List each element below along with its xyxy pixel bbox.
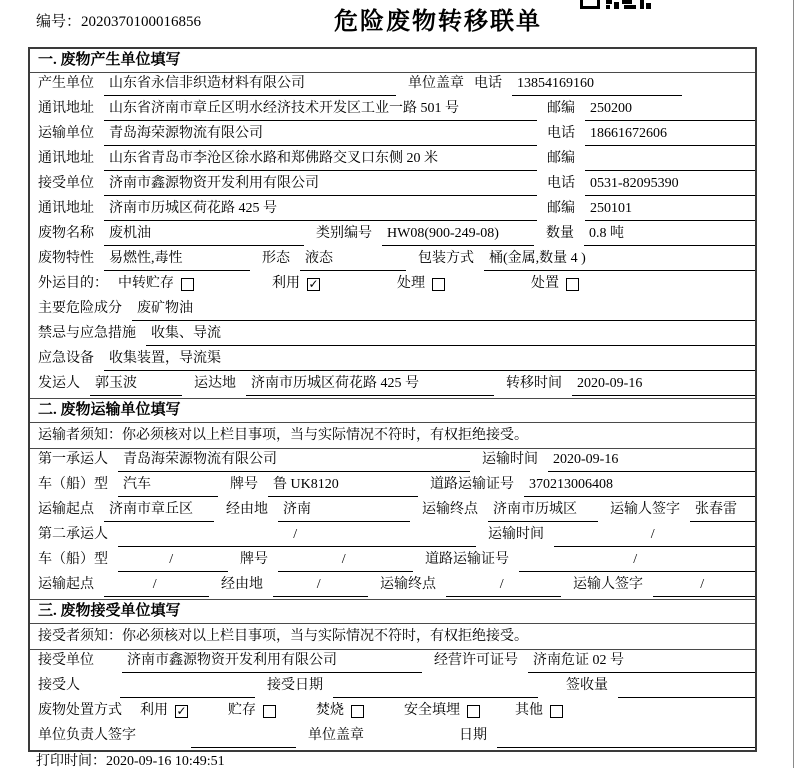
disposal-other-label: 其他 bbox=[515, 703, 543, 718]
section-producer-title: 一. 废物产生单位填写 bbox=[30, 49, 755, 73]
vehicle-type-2-label: 车（船）型 bbox=[38, 552, 108, 567]
page-title: 危险废物转移联单 bbox=[334, 9, 542, 35]
purpose-utilize-label: 利用 bbox=[272, 276, 300, 291]
transport-zip-value bbox=[585, 148, 755, 171]
disposal-incinerate-item bbox=[316, 700, 364, 722]
receiver-phone-value: 0531-82095390 bbox=[585, 173, 755, 196]
disposal-utilize-item bbox=[140, 700, 188, 722]
origin-2-label: 运输起点 bbox=[38, 577, 94, 592]
category-code-label: 类别编号 bbox=[316, 226, 372, 241]
purpose-transfer-storage-label: 中转贮存 bbox=[118, 276, 174, 291]
disposal-other-item bbox=[515, 700, 563, 722]
row-transport-address bbox=[30, 148, 755, 173]
disposal-utilize-label: 利用 bbox=[140, 703, 168, 718]
disposal-landfill-checkbox bbox=[467, 705, 480, 718]
waste-name-label: 废物名称 bbox=[38, 226, 94, 241]
row-responsible-signature bbox=[30, 725, 755, 750]
accept-person-label: 接受人 bbox=[38, 678, 80, 693]
accept-person-value bbox=[120, 675, 255, 698]
accept-date-label: 接受日期 bbox=[267, 678, 323, 693]
emergency-equipment-label: 应急设备 bbox=[38, 351, 94, 366]
transfer-time-value: 2020-09-16 bbox=[572, 373, 755, 396]
producer-zip-value: 250200 bbox=[585, 98, 755, 121]
transport-time-2-value: / bbox=[554, 524, 755, 547]
receiver-unit-value: 济南市鑫源物资开发利用有限公司 bbox=[104, 173, 537, 196]
row-waste-property bbox=[30, 248, 755, 273]
row-route-1 bbox=[30, 499, 755, 524]
receiver-address-label: 通讯地址 bbox=[38, 201, 94, 216]
row-producer-address bbox=[30, 98, 755, 123]
disposal-other-checkbox bbox=[550, 705, 563, 718]
transport-time-1-label: 运输时间 bbox=[482, 452, 538, 467]
license-number-label: 经营许可证号 bbox=[434, 653, 518, 668]
endpoint-2-value: / bbox=[446, 574, 561, 597]
consignor-label: 发运人 bbox=[38, 376, 80, 391]
destination-label: 运达地 bbox=[194, 376, 236, 391]
emergency-measures-value: 收集、导流 bbox=[146, 323, 755, 346]
origin-1-label: 运输起点 bbox=[38, 502, 94, 517]
carrier-signature-2-label: 运输人签字 bbox=[573, 577, 643, 592]
carrier-signature-1-label: 运输人签字 bbox=[610, 502, 680, 517]
section-transporter-title: 二. 废物运输单位填写 bbox=[30, 399, 755, 423]
disposal-storage-label: 贮存 bbox=[228, 703, 256, 718]
disposal-storage-checkbox bbox=[263, 705, 276, 718]
transporter-notice: 运输者须知：你必须核对以上栏目事项，当与实际情况不符时，有权拒绝接受。 bbox=[30, 423, 755, 449]
outbound-purpose-label: 外运目的： bbox=[38, 276, 108, 291]
section-receiver-title: 三. 废物接受单位填写 bbox=[30, 600, 755, 624]
producer-address-value: 山东省济南市章丘区明水经济技术开发区工业一路 501 号 bbox=[104, 98, 537, 121]
disposal-storage-item bbox=[228, 700, 276, 722]
consignor-value: 郭玉波 bbox=[90, 373, 182, 396]
responsible-signature-value bbox=[191, 725, 296, 748]
row-outbound-purpose bbox=[30, 273, 755, 298]
purpose-utilize-checkbox: ✓ bbox=[308, 276, 319, 291]
row-transport-unit bbox=[30, 123, 755, 148]
first-carrier-label: 第一承运人 bbox=[38, 452, 108, 467]
received-quantity-value bbox=[618, 675, 755, 698]
responsible-signature-label: 单位负责人签字 bbox=[38, 728, 136, 743]
purpose-transfer-storage-checkbox bbox=[181, 278, 194, 291]
waste-name-value: 废机油 bbox=[104, 223, 304, 246]
date-value bbox=[497, 725, 755, 748]
quantity-value: 0.8 吨 bbox=[584, 223, 755, 246]
road-permit-1-label: 道路运输证号 bbox=[430, 477, 514, 492]
plate-number-2-label: 牌号 bbox=[240, 552, 268, 567]
date-label: 日期 bbox=[459, 728, 487, 743]
transport-time-2-label: 运输时间 bbox=[488, 527, 544, 542]
packaging-value: 桶(金属,数量 4 ) bbox=[484, 248, 755, 271]
row-route-2 bbox=[30, 574, 755, 599]
producer-phone-label: 电话 bbox=[474, 76, 502, 91]
qr-code-fragment bbox=[580, 0, 652, 10]
disposal-incinerate-checkbox bbox=[351, 705, 364, 718]
section-receiver bbox=[30, 599, 755, 750]
transport-address-label: 通讯地址 bbox=[38, 151, 94, 166]
section-transporter bbox=[30, 398, 755, 599]
endpoint-1-value: 济南市历城区 bbox=[488, 499, 598, 522]
receiver-address-value: 济南市历城区荷花路 425 号 bbox=[104, 198, 537, 221]
receiver-unit-label: 接受单位 bbox=[38, 176, 94, 191]
receiver-zip-label: 邮编 bbox=[547, 201, 575, 216]
section-producer bbox=[30, 49, 755, 398]
unit-seal-label: 单位盖章 bbox=[408, 76, 464, 91]
via-1-value: 济南 bbox=[278, 499, 410, 522]
row-hazardous-components bbox=[30, 298, 755, 323]
waste-property-value: 易燃性,毒性 bbox=[104, 248, 250, 271]
road-permit-2-value: / bbox=[519, 549, 755, 572]
disposal-landfill-label: 安全填埋 bbox=[404, 703, 460, 718]
form-state-value: 液态 bbox=[300, 248, 406, 271]
row-accept-person bbox=[30, 675, 755, 700]
receiver-phone-label: 电话 bbox=[547, 176, 575, 191]
purpose-treat-item bbox=[397, 273, 445, 295]
vehicle-type-2-value: / bbox=[118, 549, 228, 572]
waste-property-label: 废物特性 bbox=[38, 251, 94, 266]
producer-unit-label: 产生单位 bbox=[38, 76, 94, 91]
producer-unit-value: 山东省永信非织造材料有限公司 bbox=[104, 73, 396, 96]
plate-number-1-label: 牌号 bbox=[230, 477, 258, 492]
second-carrier-label: 第二承运人 bbox=[38, 527, 108, 542]
origin-2-value: / bbox=[104, 574, 209, 597]
row-receiver-address bbox=[30, 198, 755, 223]
origin-1-value: 济南市章丘区 bbox=[104, 499, 214, 522]
row-emergency-measures bbox=[30, 323, 755, 348]
category-code-value: HW08(900-249-08) bbox=[382, 223, 534, 246]
accept-unit-value: 济南市鑫源物资开发利用有限公司 bbox=[122, 650, 422, 673]
received-quantity-label: 签收量 bbox=[566, 678, 608, 693]
via-2-value: / bbox=[273, 574, 368, 597]
row-waste-name bbox=[30, 223, 755, 248]
row-disposal-method bbox=[30, 700, 755, 725]
transport-unit-value: 青岛海荣源物流有限公司 bbox=[104, 123, 537, 146]
destination-value: 济南市历城区荷花路 425 号 bbox=[246, 373, 494, 396]
hazardous-components-label: 主要危险成分 bbox=[38, 301, 122, 316]
accept-date-value bbox=[333, 675, 538, 698]
road-permit-1-value: 370213006408 bbox=[524, 474, 755, 497]
producer-zip-label: 邮编 bbox=[547, 101, 575, 116]
endpoint-1-label: 运输终点 bbox=[422, 502, 478, 517]
row-producer-unit bbox=[30, 73, 755, 98]
row-second-carrier bbox=[30, 524, 755, 549]
carrier-signature-2-value: / bbox=[653, 574, 755, 597]
disposal-method-label: 废物处置方式 bbox=[38, 703, 122, 718]
row-accept-unit bbox=[30, 650, 755, 675]
purpose-transfer-storage-item bbox=[118, 273, 194, 295]
transport-time-1-value: 2020-09-16 bbox=[548, 449, 755, 472]
transport-zip-label: 邮编 bbox=[547, 151, 575, 166]
emergency-measures-label: 禁忌与应急措施 bbox=[38, 326, 136, 341]
purpose-dispose-label: 处置 bbox=[531, 276, 559, 291]
disposal-utilize-checkbox: ✓ bbox=[176, 703, 187, 718]
unit-seal-2-label: 单位盖章 bbox=[308, 728, 364, 743]
disposal-landfill-item bbox=[404, 700, 480, 722]
transport-phone-value: 18661672606 bbox=[585, 123, 755, 146]
receiver-zip-value: 250101 bbox=[585, 198, 755, 221]
producer-address-label: 通讯地址 bbox=[38, 101, 94, 116]
transport-phone-label: 电话 bbox=[547, 126, 575, 141]
first-carrier-value: 青岛海荣源物流有限公司 bbox=[118, 449, 470, 472]
transport-address-value: 山东省青岛市李沧区徐水路和郑佛路交叉口东侧 20 米 bbox=[104, 148, 537, 171]
accept-unit-label: 接受单位 bbox=[38, 653, 94, 668]
second-carrier-value: / bbox=[118, 524, 476, 547]
road-permit-2-label: 道路运输证号 bbox=[425, 552, 509, 567]
purpose-treat-label: 处理 bbox=[397, 276, 425, 291]
emergency-equipment-value: 收集装置，导流渠 bbox=[104, 348, 755, 371]
row-emergency-equipment bbox=[30, 348, 755, 373]
purpose-treat-checkbox bbox=[432, 278, 445, 291]
transfer-form-table bbox=[28, 47, 757, 752]
row-first-carrier bbox=[30, 449, 755, 474]
packaging-label: 包装方式 bbox=[418, 251, 474, 266]
purpose-utilize-item bbox=[272, 273, 320, 295]
purpose-dispose-checkbox bbox=[566, 278, 579, 291]
row-receiver-unit bbox=[30, 173, 755, 198]
print-time: 打印时间：2020-09-16 10:49:51 bbox=[36, 754, 225, 769]
row-consignor bbox=[30, 373, 755, 398]
document-number-value: 2020370100016856 bbox=[81, 14, 202, 30]
hazardous-components-value: 废矿物油 bbox=[132, 298, 755, 321]
quantity-label: 数量 bbox=[546, 226, 574, 241]
row-vehicle-type-2 bbox=[30, 549, 755, 574]
license-number-value: 济南危证 02 号 bbox=[528, 650, 755, 673]
plate-number-2-value: / bbox=[278, 549, 413, 572]
producer-phone-value: 13854169160 bbox=[512, 73, 682, 96]
receiver-notice: 接受者须知：你必须核对以上栏目事项，当与实际情况不符时，有权拒绝接受。 bbox=[30, 624, 755, 650]
purpose-dispose-item bbox=[531, 273, 579, 295]
via-1-label: 经由地 bbox=[226, 502, 268, 517]
transfer-time-label: 转移时间 bbox=[506, 376, 562, 391]
via-2-label: 经由地 bbox=[221, 577, 263, 592]
row-vehicle-type-1 bbox=[30, 474, 755, 499]
vehicle-type-1-label: 车（船）型 bbox=[38, 477, 108, 492]
disposal-incinerate-label: 焚烧 bbox=[316, 703, 344, 718]
transport-unit-label: 运输单位 bbox=[38, 126, 94, 141]
vehicle-type-1-value: 汽车 bbox=[118, 474, 218, 497]
document-number-label: 编号： bbox=[36, 14, 82, 30]
page-right-edge bbox=[793, 0, 794, 768]
carrier-signature-1-value: 张春雷 bbox=[690, 499, 755, 522]
endpoint-2-label: 运输终点 bbox=[380, 577, 436, 592]
plate-number-1-value: 鲁 UK8120 bbox=[268, 474, 418, 497]
form-state-label: 形态 bbox=[262, 251, 290, 266]
